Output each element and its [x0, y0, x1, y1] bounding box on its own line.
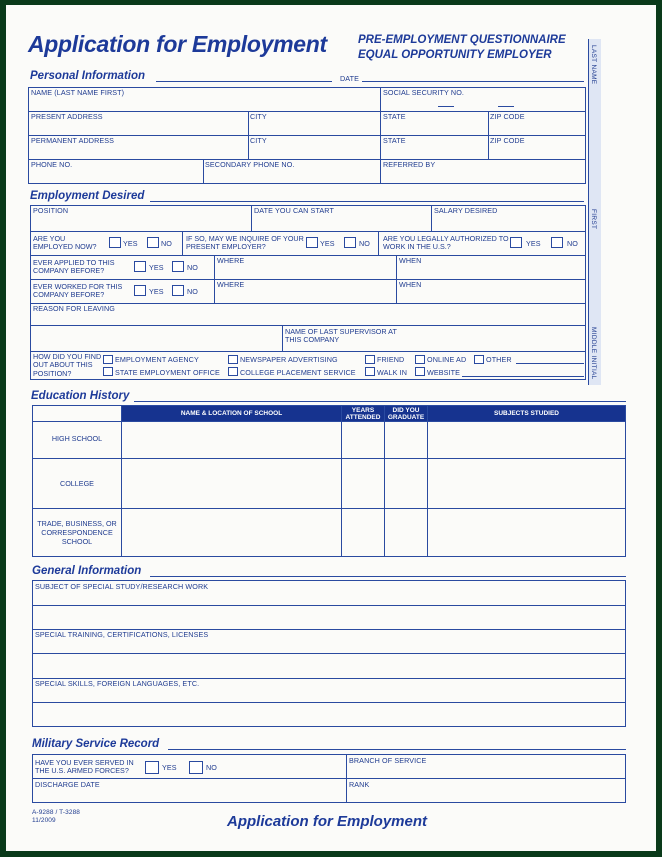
authorized-label: ARE YOU LEGALLY AUTHORIZED TO WORK IN THE U.S.?: [383, 234, 509, 252]
position-field[interactable]: POSITION: [33, 206, 69, 215]
form-number: A-9288 / T-3288: [32, 809, 80, 816]
special-training-field[interactable]: SPECIAL TRAINING, CERTIFICATIONS, LICENSES: [35, 630, 209, 639]
section-military-heading: Military Service Record: [32, 738, 160, 750]
side-label-first: FIRST: [590, 209, 597, 230]
divider: [341, 405, 342, 557]
applied-yes-checkbox[interactable]: [134, 261, 146, 272]
education-col-subjects: SUBJECTS STUDIED: [428, 406, 625, 421]
source-newspaper-label: NEWSPAPER ADVERTISING: [240, 355, 338, 364]
served-yes-checkbox[interactable]: [145, 761, 159, 774]
source-website-label: WEBSITE: [427, 368, 461, 377]
divider: [134, 401, 626, 402]
applied-no-checkbox[interactable]: [172, 261, 184, 272]
worked-no-checkbox[interactable]: [172, 285, 184, 296]
employed-yes-checkbox[interactable]: [109, 237, 121, 248]
divider: [282, 325, 283, 351]
permanent-zip-field[interactable]: ZIP CODE: [490, 136, 525, 145]
present-state-field[interactable]: STATE: [383, 112, 406, 121]
footer-title: Application for Employment: [227, 813, 428, 830]
discharge-date-field[interactable]: DISCHARGE DATE: [35, 780, 100, 789]
employed-no-checkbox[interactable]: [147, 237, 159, 248]
source-newspaper-checkbox[interactable]: [228, 355, 238, 364]
ssn-dash: [498, 106, 514, 107]
worked-when-field[interactable]: WHEN: [399, 280, 422, 289]
applied-yes-label: YES: [149, 263, 164, 272]
permanent-state-field[interactable]: STATE: [383, 136, 406, 145]
divider: [32, 605, 626, 606]
present-zip-field[interactable]: ZIP CODE: [490, 112, 525, 121]
worked-yes-checkbox[interactable]: [134, 285, 146, 296]
supervisor-field[interactable]: NAME OF LAST SUPERVISOR AT THIS COMPANY: [285, 327, 397, 345]
divider: [156, 81, 332, 82]
source-other-label: OTHER: [486, 355, 512, 364]
divider: [30, 231, 586, 232]
worked-no-label: NO: [187, 287, 198, 296]
start-date-field[interactable]: DATE YOU CAN START: [254, 206, 334, 215]
side-label-last-name: LAST NAME: [590, 45, 597, 85]
source-website-line[interactable]: [462, 376, 584, 377]
source-college-label: COLLEGE PLACEMENT SERVICE: [240, 368, 356, 377]
divider: [380, 87, 381, 184]
divider: [378, 231, 379, 255]
present-city-field[interactable]: CITY: [250, 112, 267, 121]
subtitle-eoe: EQUAL OPPORTUNITY EMPLOYER: [358, 49, 552, 61]
divider: [248, 111, 249, 159]
date-label: DATE: [340, 74, 360, 83]
education-row-college: COLLEGE: [60, 479, 94, 488]
inquire-no-checkbox[interactable]: [344, 237, 356, 248]
divider: [214, 255, 215, 303]
source-walkin-label: WALK IN: [377, 368, 407, 377]
employed-no-label: NO: [161, 239, 172, 248]
divider: [32, 653, 626, 654]
applied-before-label: EVER APPLIED TO THIS COMPANY BEFORE?: [33, 258, 115, 276]
section-personal-heading: Personal Information: [30, 70, 146, 82]
how-find-label: HOW DID YOU FIND OUT ABOUT THIS POSITION?: [33, 352, 102, 378]
divider: [396, 255, 397, 303]
served-no-label: NO: [206, 763, 217, 772]
served-label: HAVE YOU EVER SERVED IN THE U.S. ARMED FORCES?: [35, 758, 134, 776]
divider: [427, 405, 428, 557]
divider: [30, 325, 586, 326]
divider: [488, 111, 489, 159]
rank-field[interactable]: RANK: [349, 780, 370, 789]
divider: [251, 205, 252, 231]
source-walkin-checkbox[interactable]: [365, 367, 375, 376]
served-yes-label: YES: [162, 763, 177, 772]
source-agency-label: EMPLOYMENT AGENCY: [115, 355, 199, 364]
ssn-dash: [438, 106, 454, 107]
salary-field[interactable]: SALARY DESIRED: [434, 206, 498, 215]
divider: [150, 201, 584, 202]
permanent-city-field[interactable]: CITY: [250, 136, 267, 145]
divider: [28, 159, 586, 160]
divider: [30, 279, 586, 280]
applied-when-field[interactable]: WHEN: [399, 256, 422, 265]
divider: [346, 754, 347, 803]
authorized-yes-checkbox[interactable]: [510, 237, 522, 248]
phone-field[interactable]: PHONE NO.: [31, 160, 73, 169]
education-row-high-school: HIGH SCHOOL: [51, 434, 103, 443]
worked-where-field[interactable]: WHERE: [217, 280, 245, 289]
divider: [384, 405, 385, 557]
form-title: Application for Employment: [28, 31, 327, 57]
side-label-middle-initial: MIDDLE INITIAL: [590, 327, 597, 380]
section-education-heading: Education History: [31, 390, 130, 402]
divider: [182, 231, 183, 255]
section-general-heading: General Information: [32, 565, 142, 577]
present-address-field[interactable]: PRESENT ADDRESS: [31, 112, 103, 121]
source-friend-label: FRIEND: [377, 355, 405, 364]
source-online-label: ONLINE AD: [427, 355, 467, 364]
divider: [30, 351, 586, 352]
education-col-years: YEARS ATTENDED: [342, 406, 384, 421]
inquire-no-label: NO: [359, 239, 370, 248]
divider: [32, 702, 626, 703]
form-revision-date: 11/2009: [32, 817, 56, 824]
permanent-address-field[interactable]: PERMANENT ADDRESS: [31, 136, 115, 145]
special-study-field[interactable]: SUBJECT OF SPECIAL STUDY/RESEARCH WORK: [35, 582, 209, 591]
divider: [32, 778, 626, 779]
date-field[interactable]: [362, 81, 584, 82]
divider: [121, 405, 122, 557]
divider: [431, 205, 432, 231]
source-other-line[interactable]: [516, 363, 584, 364]
inquire-label: IF SO, MAY WE INQUIRE OF YOUR PRESENT EMPLOYER?: [186, 234, 304, 252]
source-state-office-label: STATE EMPLOYMENT OFFICE: [115, 368, 220, 377]
name-field[interactable]: NAME (LAST NAME FIRST): [31, 88, 125, 97]
inquire-yes-checkbox[interactable]: [306, 237, 318, 248]
authorized-yes-label: YES: [526, 239, 541, 248]
subtitle-questionnaire: PRE-EMPLOYMENT QUESTIONNAIRE: [358, 34, 566, 46]
referred-by-field[interactable]: REFERRED BY: [383, 160, 436, 169]
divider: [150, 576, 626, 577]
served-no-checkbox[interactable]: [189, 761, 203, 774]
source-other-checkbox[interactable]: [474, 355, 484, 364]
authorized-no-checkbox[interactable]: [551, 237, 563, 248]
worked-before-label: EVER WORKED FOR THIS COMPANY BEFORE?: [33, 282, 123, 300]
special-skills-field[interactable]: SPECIAL SKILLS, FOREIGN LANGUAGES, ETC.: [35, 679, 200, 688]
inquire-yes-label: YES: [320, 239, 335, 248]
divider: [30, 255, 586, 256]
source-online-checkbox[interactable]: [415, 355, 425, 364]
education-col-graduate: DID YOU GRADUATE: [385, 406, 427, 421]
section-employment-heading: Employment Desired: [30, 190, 145, 202]
education-row-trade: TRADE, BUSINESS, OR CORRESPONDENCE SCHOOL: [37, 519, 117, 546]
employed-now-label: ARE YOU EMPLOYED NOW?: [33, 234, 97, 252]
reason-leaving-field[interactable]: REASON FOR LEAVING: [33, 304, 115, 313]
source-agency-checkbox[interactable]: [103, 355, 113, 364]
source-college-checkbox[interactable]: [228, 367, 238, 376]
source-website-checkbox[interactable]: [415, 367, 425, 376]
divider: [203, 159, 204, 184]
application-form-page: [6, 5, 656, 851]
source-state-office-checkbox[interactable]: [103, 367, 113, 376]
branch-field[interactable]: BRANCH OF SERVICE: [349, 756, 427, 765]
secondary-phone-field[interactable]: SECONDARY PHONE NO.: [205, 160, 295, 169]
applied-no-label: NO: [187, 263, 198, 272]
worked-yes-label: YES: [149, 287, 164, 296]
authorized-no-label: NO: [567, 239, 578, 248]
ssn-field[interactable]: SOCIAL SECURITY NO.: [383, 88, 464, 97]
divider: [168, 749, 626, 750]
education-col-school: NAME & LOCATION OF SCHOOL: [122, 406, 341, 421]
employed-yes-label: YES: [123, 239, 138, 248]
source-friend-checkbox[interactable]: [365, 355, 375, 364]
applied-where-field[interactable]: WHERE: [217, 256, 245, 265]
